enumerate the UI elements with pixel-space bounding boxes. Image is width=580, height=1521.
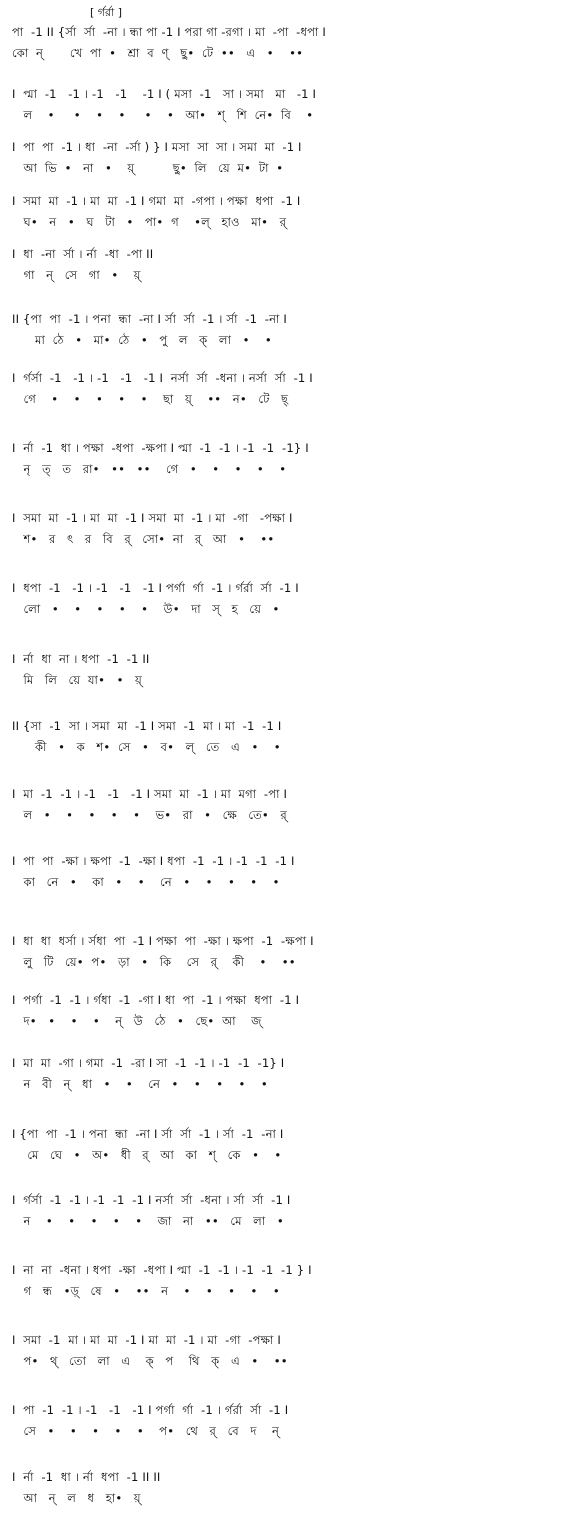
notation-line: I সমা -1 মা । মা মা -1 I মা মা -1 । মা -গা -পক্ষা I — [12, 1333, 281, 1347]
lyrics-line: কা নে • কা • • নে • • • • • — [12, 875, 280, 889]
notation-line: I পা পা -ক্ষা । ক্ষপা -1 -ক্ষা I ধপা -1 -1 । -1 -1 -1 I — [12, 854, 295, 868]
lyrics-line: ল • • • • • ভ• রা • ক্ষে তে• র্ — [12, 808, 287, 822]
lyrics-line: সে • • • • • প• থে র্ বে দ ন্ — [12, 1424, 280, 1438]
lyrics-line: লু টি য়ে• প• ড়া • কি সে র্ কী • •• — [12, 955, 296, 969]
notation-line: পা -1 II {র্সা র্সা -না । ন্ধা পা -1 I পরা গা -রগা । মা -পা -ধপা I — [12, 25, 326, 39]
notation-line: I পর্গা -1 -1 । র্গধা -1 -গা I ধা পা -1 । পক্ষা ধপা -1 I — [12, 993, 300, 1007]
lyrics-line: কী • ক শ• সে • ব• ল্ তে এ • • — [12, 740, 281, 754]
notation-line: II {পা পা -1 । পনা ন্ধা -না I র্সা র্সা -1 । র্সা -1 -না I — [12, 312, 287, 326]
lyrics-line: কো ন্ খে পা • শ্রা ব ণ্ ছু• টে •• এ • •• — [12, 46, 304, 60]
lyrics-line: ন বী ন্ ধা • • নে • • • • • — [12, 1077, 268, 1091]
notation-line: I ধা -না র্সা । র্না -ধা -পা II — [12, 247, 154, 261]
header-marker: [ র্গর্রা ] — [90, 6, 123, 19]
notation-line: I ধপা -1 -1 । -1 -1 -1 I পর্গা র্গা -1 । র্গর্রা র্সা -1 I — [12, 581, 299, 595]
lyrics-line: মে ঘে • অ• ধী র্ আ কা শ্ কে • • — [12, 1148, 282, 1162]
notation-line: I সমা মা -1 । মা মা -1 I গমা মা -গপা । পক্ষা ধপা -1 I — [12, 194, 301, 208]
notation-line: I র্গর্সা -1 -1 । -1 -1 -1 I নর্সা র্সা -ধনা । র্সা র্সা -1 I — [12, 1193, 291, 1207]
lyrics-line: ঘ• ন • ঘ টা • পা• গ •ল্ হাও মা• র্ — [12, 215, 287, 229]
lyrics-line: আ ন্ ল ধ হা• য়্ — [12, 1491, 141, 1505]
notation-line: II {সা -1 সা । সমা মা -1 I সমা -1 মা । মা -1 -1 I — [12, 719, 282, 733]
lyrics-line: ল • • • • • • আ• শ্ শি নে• বি • — [12, 108, 314, 122]
notation-line: I পা -1 -1 । -1 -1 -1 I পর্গা র্গা -1 । র্গর্রা র্সা -1 I — [12, 1403, 289, 1417]
notation-line: I {পা পা -1 । পনা ন্ধা -না I র্সা র্সা -1 । র্সা -1 -না I — [12, 1127, 284, 1141]
lyrics-line: গ ন্ধ •ড়্ ষে • •• ন • • • • • — [12, 1284, 280, 1298]
notation-line: I র্গর্সা -1 -1 । -1 -1 -1 I নর্সা র্সা -ধনা । নর্সা র্সা -1 I — [12, 371, 313, 385]
lyrics-line: লো • • • • • উ• দা স্ হ য়ে • — [12, 602, 280, 616]
lyrics-line: গা ন্ সে গা • য়্ — [12, 268, 141, 282]
notation-line: I সমা মা -1 । মা মা -1 I সমা মা -1 । মা -গা -পক্ষা I — [12, 511, 293, 525]
notation-line: I প্মা -1 -1 । -1 -1 -1 I ( মসা -1 সা । সমা মা -1 I — [12, 87, 317, 101]
lyrics-line: দ• • • • ন্ উ ঠে • ছে• আ জ্ — [12, 1014, 262, 1028]
lyrics-line: আ ভি • না • য়্ ছু• লি য়ে ম• টা • — [12, 161, 284, 175]
lyrics-line: নৃ ত্ ত রা• •• •• গে • • • • • — [12, 462, 287, 476]
notation-line: I র্না -1 ধা । পক্ষা -ধপা -ক্ষপা I প্মা -1 -1 । -1 -1 -1} I — [12, 441, 309, 455]
notation-line: I পা পা -1 । ধা -না -র্সা ) } I মসা সা সা । সমা মা -1 I — [12, 140, 302, 154]
lyrics-line: মা ঠে • মা• ঠে • পু ল ক্ লা • • — [12, 333, 272, 347]
notation-line: I মা -1 -1 । -1 -1 -1 I সমা মা -1 । মা মগা -পা I — [12, 787, 288, 801]
lyrics-line: মি লি য়ে যা• • য়্ — [12, 673, 143, 687]
lyrics-line: গে • • • • • ছা য়্ •• ন• টে ছ্ — [12, 392, 289, 406]
notation-line: I র্না ধা না । ধপা -1 -1 II — [12, 652, 150, 666]
lyrics-line: ন • • • • • জা না •• মে লা • — [12, 1214, 284, 1228]
notation-line: I ধা ধা ধর্সা । র্সধা পা -1 I পক্ষা পা -ক্ষা । ক্ষপা -1 -ক্ষপা I — [12, 934, 314, 948]
lyrics-line: শ• র ৎ র বি র্ সো• না র্ আ • •• — [12, 532, 275, 546]
notation-line: I মা মা -গা । গমা -1 -রা I সা -1 -1 । -1 -1 -1} I — [12, 1056, 285, 1070]
notation-line: I না না -ধনা । ধপা -ক্ষা -ধপা I প্মা -1 -1 । -1 -1 -1 } I — [12, 1263, 312, 1277]
notation-line: I র্না -1 ধা । র্না ধপা -1 II II — [12, 1470, 161, 1484]
lyrics-line: প• থ্ তো লা এ ক্ প থি ক্ এ • •• — [12, 1354, 288, 1368]
